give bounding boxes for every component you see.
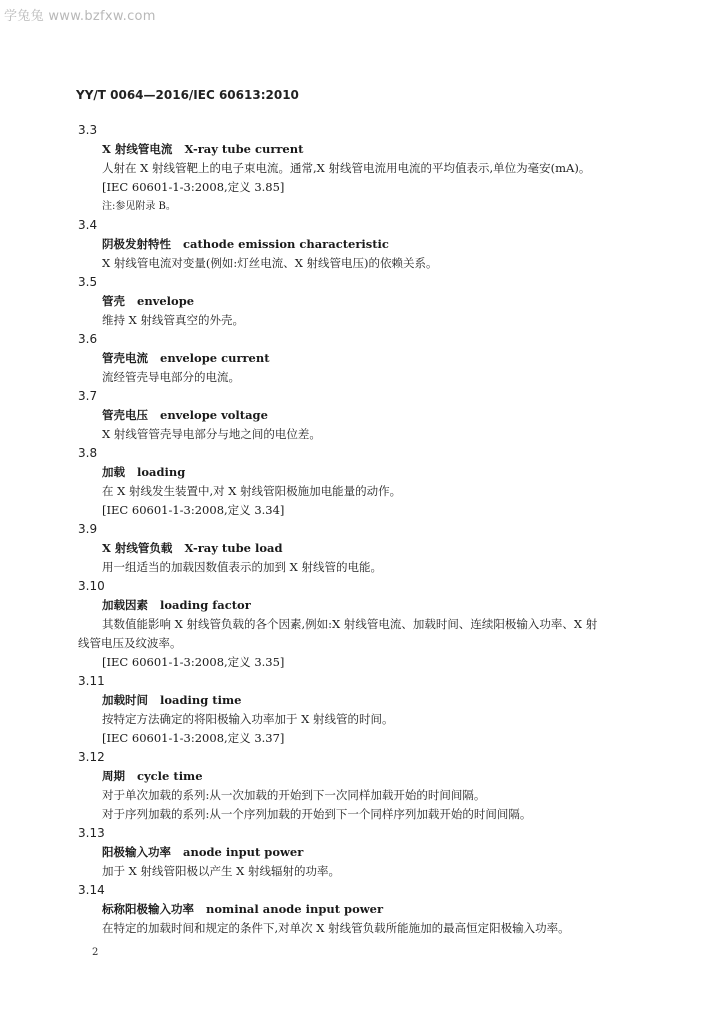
term-cn: 加载时间 (102, 693, 148, 707)
term-title (102, 691, 650, 710)
definition: 加于 X 射线管阳极以产生 X 射线辐射的功率。 (102, 864, 340, 878)
entry (78, 824, 650, 881)
source-reference: [IEC 60601-1-3:2008,定义 3.85] (102, 180, 285, 194)
term-title (102, 900, 650, 919)
clause-number: 3.4 (78, 218, 98, 232)
term-cn: 阴极发射特性 (102, 237, 171, 251)
definition: 流经管壳导电部分的电流。 (102, 370, 240, 384)
term-en: cycle time (137, 769, 203, 783)
definition: 对于单次加载的系列:从一次加载的开始到下一次同样加载开始的时间间隔。 (102, 788, 486, 802)
watermark-text: 学兔兔 www.bzfxw.com (4, 9, 156, 24)
clause-number: 3.11 (78, 674, 105, 688)
definition: 在 X 射线发生装置中,对 X 射线管阳极施加电能量的动作。 (102, 484, 402, 498)
term-en: anode input power (183, 845, 304, 859)
entry (78, 577, 650, 672)
term-title (102, 349, 650, 368)
clause-number: 3.5 (78, 275, 98, 289)
term-title (102, 140, 650, 159)
term-en: envelope voltage (160, 408, 268, 422)
term-cn: 管壳 (102, 294, 125, 308)
term-cn: X 射线管电流 (102, 142, 173, 156)
term-cn: 管壳电压 (102, 408, 148, 422)
clause-number: 3.3 (78, 123, 98, 137)
term-title (102, 463, 650, 482)
term-en: loading (137, 465, 186, 479)
term-cn: 管壳电流 (102, 351, 148, 365)
term-cn: 加载因素 (102, 598, 148, 612)
term-en: X-ray tube current (184, 142, 304, 156)
definition-continued: 线管电压及纹波率。 (78, 636, 182, 650)
entry (78, 273, 650, 330)
document-body (78, 121, 650, 938)
definition: X 射线管电流对变量(例如:灯丝电流、X 射线管电压)的依赖关系。 (102, 256, 438, 270)
term-cn: 加载 (102, 465, 125, 479)
source-reference: [IEC 60601-1-3:2008,定义 3.34] (102, 503, 285, 517)
entry (78, 520, 650, 577)
definition: 人射在 X 射线管靶上的电子束电流。通常,X 射线管电流用电流的平均值表示,单位为毫安(mA)。 (102, 161, 591, 175)
term-cn: 周期 (102, 769, 125, 783)
entry (78, 330, 650, 387)
term-title (102, 767, 650, 786)
term-title (102, 235, 650, 254)
clause-number: 3.7 (78, 389, 98, 403)
definition: 维持 X 射线管真空的外壳。 (102, 313, 244, 327)
definition: X 射线管管壳导电部分与地之间的电位差。 (102, 427, 321, 441)
entry (78, 672, 650, 748)
term-en: envelope current (160, 351, 270, 365)
term-title (102, 539, 650, 558)
term-en: loading time (160, 693, 242, 707)
entry (78, 121, 650, 216)
term-title (102, 843, 650, 862)
definition-second: 对于序列加载的系列:从一个序列加载的开始到下一个同样序列加载开始的时间间隔。 (102, 807, 532, 821)
entry (78, 444, 650, 520)
term-title (102, 596, 650, 615)
term-cn: 标称阳极输入功率 (102, 902, 194, 916)
definition: 按特定方法确定的将阳极输入功率加于 X 射线管的时间。 (102, 712, 394, 726)
clause-number: 3.6 (78, 332, 98, 346)
entry (78, 216, 650, 273)
entry (78, 881, 650, 938)
source-reference: [IEC 60601-1-3:2008,定义 3.35] (102, 655, 285, 669)
definition: 其数值能影响 X 射线管负载的各个因素,例如:X 射线管电流、加载时间、连续阳极输入功率、X 射 (102, 617, 598, 631)
standard-header: YY/T 0064—2016/IEC 60613:2010 (76, 88, 299, 102)
entry (78, 387, 650, 444)
clause-number: 3.13 (78, 826, 105, 840)
term-cn: X 射线管负载 (102, 541, 173, 555)
definition: 用一组适当的加载因数值表示的加到 X 射线管的电能。 (102, 560, 382, 574)
term-en: cathode emission characteristic (183, 237, 389, 251)
definition: 在特定的加载时间和规定的条件下,对单次 X 射线管负载所能施加的最高恒定阳极输入功率。 (102, 921, 570, 935)
term-en: loading factor (160, 598, 251, 612)
note: 注:参见附录 B。 (102, 201, 176, 212)
term-en: nominal anode input power (206, 902, 384, 916)
term-en: X-ray tube load (184, 541, 283, 555)
entry (78, 748, 650, 824)
term-title (102, 406, 650, 425)
source-reference: [IEC 60601-1-3:2008,定义 3.37] (102, 731, 285, 745)
term-en: envelope (137, 294, 195, 308)
clause-number: 3.10 (78, 579, 105, 593)
clause-number: 3.14 (78, 883, 105, 897)
page-number: 2 (92, 947, 99, 958)
term-title (102, 292, 650, 311)
clause-number: 3.12 (78, 750, 105, 764)
clause-number: 3.8 (78, 446, 98, 460)
clause-number: 3.9 (78, 522, 98, 536)
term-cn: 阳极输入功率 (102, 845, 171, 859)
